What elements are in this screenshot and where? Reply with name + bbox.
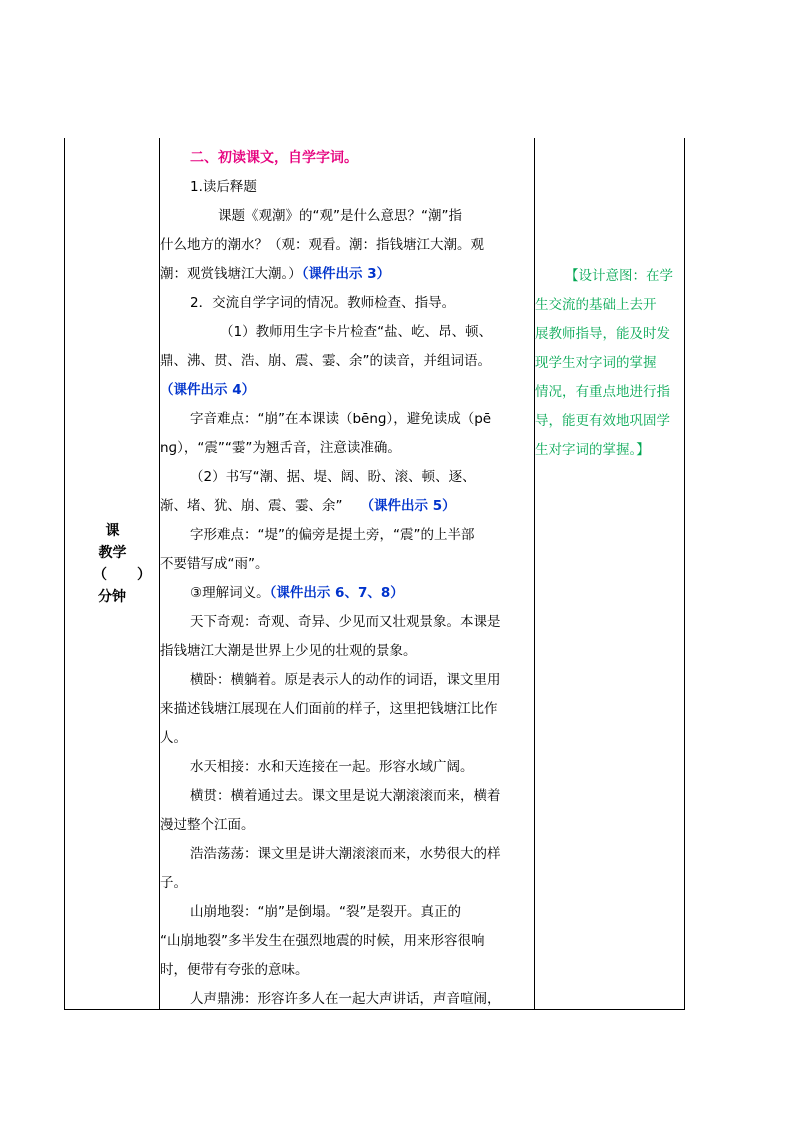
design-intent-line: 生对字词的掌握。】: [535, 442, 650, 458]
content-line: nɡ），“震”“霎”为翘舌音，注意读准确。: [160, 440, 401, 456]
content-line: 什么地方的潮水？（观：观看。潮：指钱塘江大潮。观: [160, 237, 484, 253]
stage-label-line2: 教学: [98, 545, 127, 561]
content-line: 字形难点：“堤”的偏旁是提土旁，“震”的上半部: [190, 527, 475, 543]
courseware-callout: （课件出示 4）: [160, 382, 256, 398]
content-line: 2．交流自学字词的情况。教师检查、指导。: [190, 295, 456, 311]
content-text: 潮：观赏钱塘江大潮。）: [160, 266, 302, 282]
paren-open: （: [93, 567, 107, 583]
content-line: 指钱塘江大潮是世界上少见的壮观的景象。: [160, 643, 417, 659]
section-heading: 二、初读课文，自学字词。: [190, 150, 358, 166]
content-line: 横卧：横躺着。原是表示人的动作的词语，课文里用: [190, 672, 501, 688]
content-line: [160, 579, 534, 608]
stage-label-minutes-paren: [65, 564, 160, 586]
content-text: 渐、堵、犹、崩、震、霎、余”: [160, 498, 343, 514]
content-line: 鼎、沸、贯、浩、崩、震、霎、余”的读音，并组词语。: [160, 353, 491, 369]
courseware-callout: （课件出示 3）: [301, 266, 391, 282]
content-line: 人声鼎沸：形容许多人在一起大声讲话，声音喧闹，: [190, 991, 501, 1007]
content-line: 子。: [160, 875, 187, 891]
content-line: [160, 376, 534, 405]
teaching-content: [160, 144, 534, 1014]
content-line: 时，便带有夸张的意味。: [160, 962, 309, 978]
content-line: （2）书写“潮、据、堤、阔、盼、滚、顿、逐、: [190, 469, 476, 485]
design-intent: [535, 262, 685, 465]
design-intent-line: 展教师指导，能及时发: [535, 326, 670, 342]
design-intent-line: 情况，有重点地进行指: [535, 384, 670, 400]
content-line: （1）教师用生字卡片检查“盐、屹、昂、顿、: [220, 324, 493, 340]
design-intent-line: 现学生对字词的掌握: [535, 355, 657, 371]
content-line: 1.读后释题: [190, 179, 257, 195]
content-line: 浩浩荡荡：课文里是讲大潮滚滚而来，水势很大的样: [190, 846, 501, 862]
content-line: [160, 492, 534, 521]
content-line: 天下奇观：奇观、奇异、少见而又壮观景象。本课是: [190, 614, 501, 630]
content-line: 不要错写成“雨”。: [160, 556, 269, 572]
content-text: ③理解词义。: [190, 585, 270, 601]
stage-label-line1: 课: [105, 523, 120, 539]
design-intent-line: 生交流的基础上去开: [535, 297, 657, 313]
content-line: 字音难点：“崩”在本课读（bēnɡ），避免读成（pē: [190, 411, 492, 427]
content-line: “山崩地裂”多半发生在强烈地震的时候，用来形容很响: [160, 933, 485, 949]
content-line: 漫过整个江面。: [160, 817, 255, 833]
content-line: 横贯：横着通过去。课文里是说大潮滚滚而来，横着: [190, 788, 501, 804]
stage-label-line4: 分钟: [98, 589, 126, 605]
design-intent-line: 【设计意图：在学: [565, 268, 673, 284]
content-line: 山崩地裂：“崩”是倒塌。“裂”是裂开。真正的: [190, 904, 461, 920]
content-line: 课题《观潮》的“观”是什么意思？“潮”指: [218, 208, 462, 224]
content-line: 人。: [160, 730, 187, 746]
courseware-callout: （课件出示 6、7、8）: [269, 585, 404, 601]
stage-label: [65, 520, 160, 608]
paren-close: ）: [137, 567, 151, 583]
design-intent-line: 导，能更有效地巩固学: [535, 413, 670, 429]
content-line: [160, 260, 534, 289]
courseware-callout: （课件出示 5）: [360, 498, 456, 514]
content-line: 来描述钱塘江展现在人们面前的样子，这里把钱塘江比作: [160, 701, 498, 717]
content-line: 水天相接：水和天连接在一起。形容水域广阔。: [190, 759, 474, 775]
